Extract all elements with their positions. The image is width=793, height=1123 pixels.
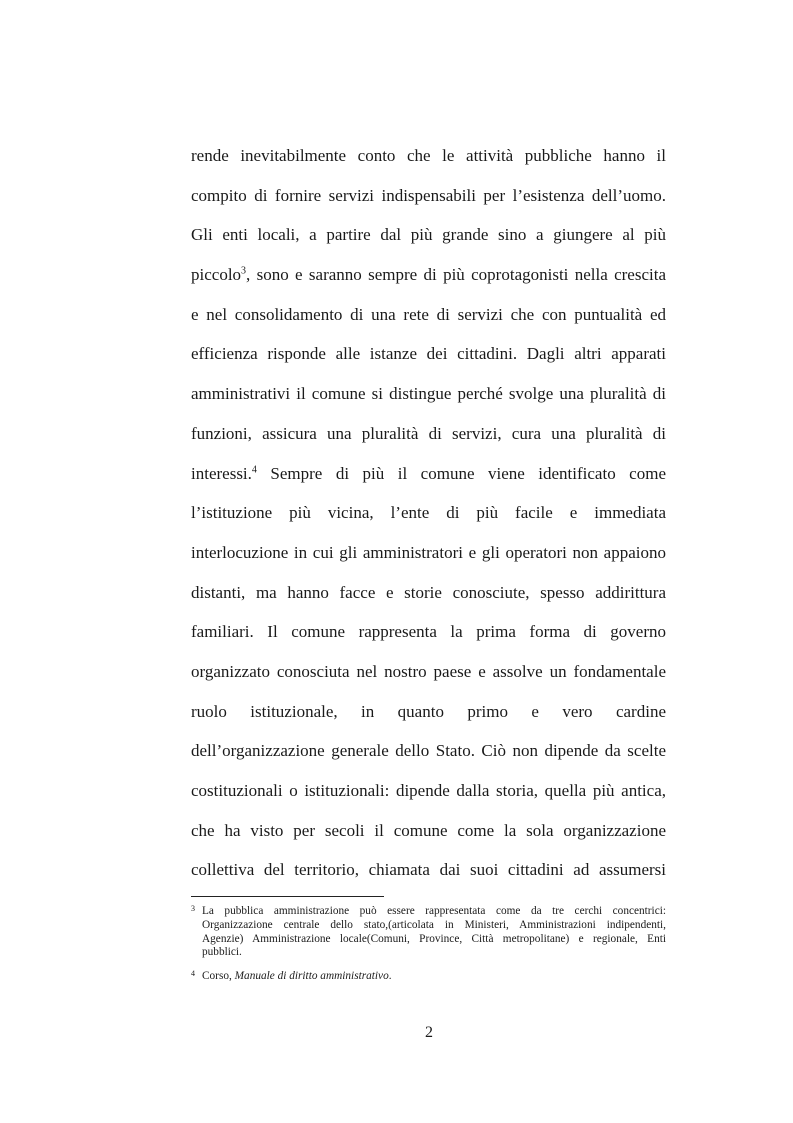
page-number: 2 (425, 1024, 433, 1041)
text-line: funzioni, assicura una pluralità di servizi, cura una pluralità di (191, 423, 666, 443)
footnotes (191, 905, 666, 984)
footnote-line: La pubblica amministrazione può essere rappresentata come da tre cerchi concentrici: (202, 905, 666, 917)
footnote-line: Organizzazione centrale dello stato,(articolata in Ministeri, Amministrazioni indipendenti, (202, 918, 666, 931)
footnote-line: Agenzie) Amministrazione locale(Comuni, Province, Città metropolitane) e regionale, Enti (202, 932, 666, 945)
body-text (191, 138, 666, 892)
footnote-line: pubblici. (202, 946, 242, 959)
cited-title: Manuale di diritto amministrativo (234, 970, 389, 983)
text-line: e nel consolidamento di una rete di servizi che con puntualità ed (191, 304, 666, 324)
text-line: interlocuzione in cui gli amministratori e gli operatori non appaiono (191, 542, 666, 562)
footnote-4 (191, 970, 666, 984)
footnote-marker: 4 (191, 969, 195, 979)
footnote-separator (191, 896, 384, 897)
text-line: efficienza risponde alle istanze dei cittadini. Dagli altri apparati (191, 344, 666, 364)
text-line: interessi.$^4$ Sempre di più il comune viene identificato come (191, 463, 666, 483)
footnote-ref-4[interactable]: 4 (251, 463, 257, 475)
text-line: dell’organizzazione generale dello Stato. Ciò non dipende da scelte (191, 741, 666, 761)
text-line: piccolo$^3$, sono e saranno sempre di più coprotagonisti nella crescita (191, 265, 666, 285)
footnote-ref-3[interactable]: 3 (241, 265, 247, 277)
footnote-line: Corso, Manuale di diritto amministrativo. (202, 970, 392, 983)
text-line: amministrativi il comune si distingue perché svolge una pluralità di (191, 384, 666, 404)
text-line: compito di fornire servizi indispensabili per l’esistenza dell’uomo. (191, 185, 666, 205)
text-line: ruolo istituzionale, in quanto primo e vero cardine (191, 701, 666, 721)
text-line: collettiva del territorio, chiamata dai suoi cittadini ad assumersi (191, 860, 666, 880)
text-line: l’istituzione più vicina, l’ente di più facile e immediata (191, 503, 666, 523)
text-line: costituzionali o istituzionali: dipende dalla storia, quella più antica, (191, 781, 666, 800)
text-line: familiari. Il comune rappresenta la prima forma di governo (191, 622, 666, 642)
text-line: organizzato conosciuta nel nostro paese e assolve un fondamentale (191, 661, 666, 681)
text-line: Gli enti locali, a partire dal più grande sino a giungere al più (191, 225, 666, 245)
text-line: distanti, ma hanno facce e storie conosciute, spesso addirittura (191, 582, 666, 602)
footnote-3 (191, 905, 666, 960)
text-line: che ha visto per secoli il comune come la sola organizzazione (191, 820, 666, 840)
text-line: rende inevitabilmente conto che le attività pubbliche hanno il (191, 146, 666, 165)
footnote-marker: 3 (191, 904, 195, 913)
